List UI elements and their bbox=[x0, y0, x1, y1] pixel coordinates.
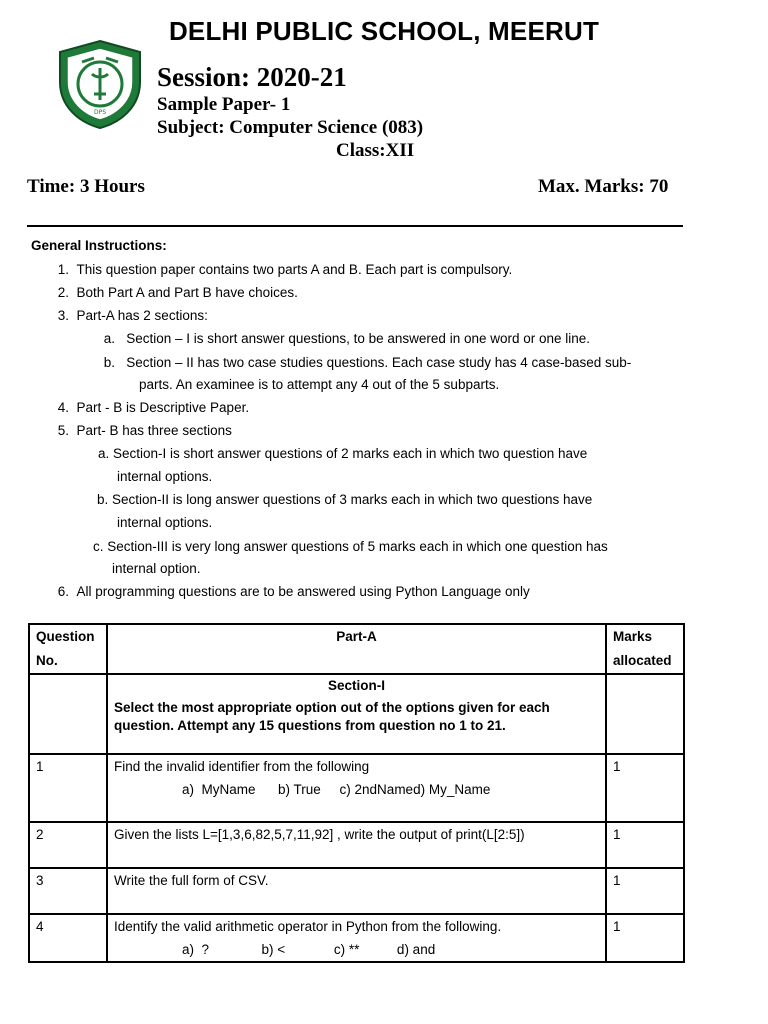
svg-text:DPS: DPS bbox=[93, 109, 107, 116]
school-name: DELHI PUBLIC SCHOOL, MEERUT bbox=[168, 16, 600, 46]
question-options: a) MyName b) True c) 2ndNamed) My_Name bbox=[182, 782, 491, 797]
table-row bbox=[29, 754, 684, 822]
question-text: Identify the valid arithmetic operator in Python from the following. bbox=[114, 919, 502, 934]
instruction-subitem-cont: internal options. bbox=[117, 469, 213, 484]
instruction-item: 1. This question paper contains two parts A and B. Each part is compulsory. bbox=[57, 262, 513, 277]
sample-paper: Sample Paper- 1 bbox=[157, 94, 291, 115]
class-label: Class:XII bbox=[336, 140, 415, 161]
question-marks: 1 bbox=[606, 822, 684, 868]
question-number: 4 bbox=[29, 914, 107, 962]
table-row bbox=[29, 914, 684, 962]
question-text: Find the invalid identifier from the following bbox=[114, 759, 370, 774]
table-row bbox=[29, 868, 684, 914]
question-table bbox=[28, 623, 685, 963]
table-header-row bbox=[29, 624, 684, 674]
instructions-title: General Instructions: bbox=[31, 238, 167, 253]
instruction-subitem: b. Section-II is long answer questions of 3 marks each in which two questions have bbox=[97, 492, 593, 507]
question-text: Given the lists L=[1,3,6,82,5,7,11,92] , write the output of print(L[2:5]) bbox=[107, 822, 606, 868]
instruction-subitem: a. Section – I is short answer questions, to be answered in one word or one line. bbox=[103, 331, 591, 346]
question-marks: 1 bbox=[606, 868, 684, 914]
instruction-subitem-cont: internal option. bbox=[112, 561, 201, 576]
school-logo bbox=[54, 38, 146, 130]
instruction-item: 4. Part - B is Descriptive Paper. bbox=[57, 400, 250, 415]
question-text: Write the full form of CSV. bbox=[107, 868, 606, 914]
instruction-item: 5. Part- B has three sections bbox=[57, 423, 232, 438]
instruction-subitem-cont: parts. An examinee is to attempt any 4 out of the 5 subparts. bbox=[139, 377, 500, 392]
session-title: Session: 2020-21 bbox=[157, 62, 347, 92]
instruction-subitem: c. Section-III is very long answer questions of 5 marks each in which one question has bbox=[93, 539, 608, 554]
question-marks: 1 bbox=[606, 754, 684, 822]
question-number: 1 bbox=[29, 754, 107, 822]
instruction-subitem-cont: internal options. bbox=[117, 515, 213, 530]
header-question-no: Question No. bbox=[29, 624, 107, 674]
instruction-item: 6. All programming questions are to be answered using Python Language only bbox=[57, 584, 530, 599]
question-options: a) ? b) < c) ** d) and bbox=[182, 942, 436, 957]
instruction-subitem: a. Section-I is short answer questions of 2 marks each in which two question have bbox=[98, 446, 588, 461]
time-allowed: Time: 3 Hours bbox=[27, 176, 145, 197]
instruction-subitem: b. Section – II has two case studies questions. Each case study has 4 case-based sub- bbox=[103, 355, 632, 370]
instruction-item: 2. Both Part A and Part B have choices. bbox=[57, 285, 298, 300]
section-row bbox=[29, 674, 684, 754]
question-number: 3 bbox=[29, 868, 107, 914]
header-divider bbox=[27, 225, 683, 227]
section-title: Section-I bbox=[327, 678, 385, 693]
instruction-item: 3. Part-A has 2 sections: bbox=[57, 308, 208, 323]
question-marks: 1 bbox=[606, 914, 684, 962]
max-marks: Max. Marks: 70 bbox=[538, 176, 669, 197]
section-description: Select the most appropriate option out of the options given for each question. Attempt any 15 questions from question no 1 to 21. bbox=[114, 700, 550, 733]
header-part-a: Part-A bbox=[107, 624, 606, 674]
table-row bbox=[29, 822, 684, 868]
question-number: 2 bbox=[29, 822, 107, 868]
header-marks: Marks allocated bbox=[606, 624, 684, 674]
subject: Subject: Computer Science (083) bbox=[157, 117, 424, 138]
